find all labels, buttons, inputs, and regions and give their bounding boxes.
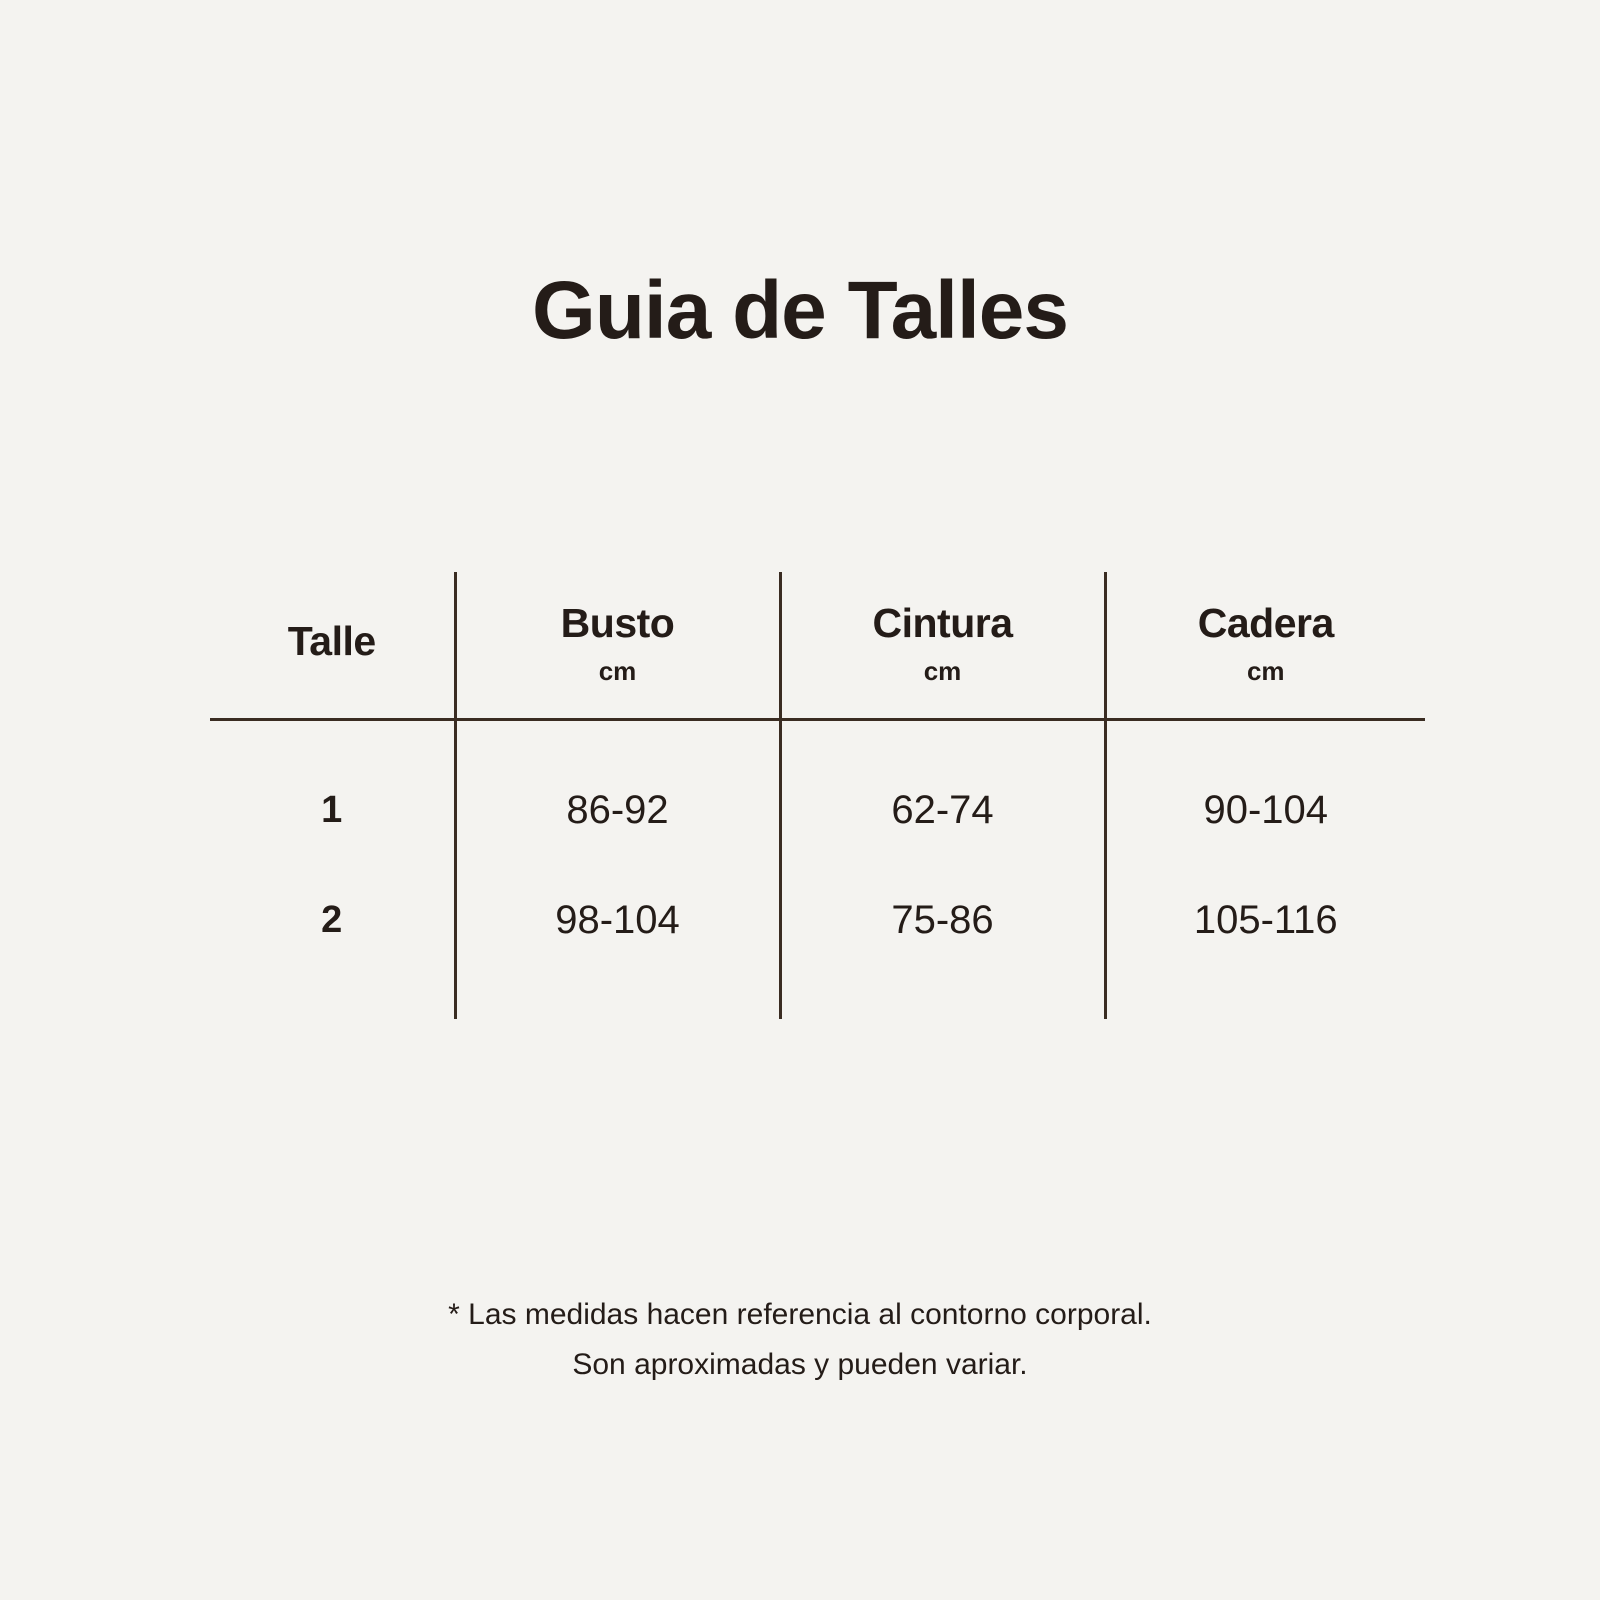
column-header-cintura [780, 572, 1105, 720]
column-header-cintura-unit: cm [923, 655, 962, 686]
size-table-container [210, 572, 1425, 1019]
column-header-busto [455, 572, 780, 720]
column-header-cadera [1105, 572, 1425, 720]
cell-talle: 2 [321, 898, 343, 941]
size-table-body [210, 720, 1425, 1020]
table-header-row [210, 572, 1425, 720]
table-row [210, 720, 1425, 866]
column-header-busto-unit: cm [598, 655, 637, 686]
size-table-header [210, 572, 1425, 720]
cell-cintura: 75-86 [780, 865, 1105, 1019]
cell-talle: 1 [321, 788, 343, 831]
cell-busto: 98-104 [455, 865, 780, 1019]
size-table [210, 572, 1425, 1019]
cell-cadera: 105-116 [1105, 865, 1425, 1019]
column-header-cadera-label: Cadera [1197, 600, 1334, 647]
cell-cadera: 90-104 [1105, 720, 1425, 866]
footnote [0, 1290, 1600, 1389]
cell-busto: 86-92 [455, 720, 780, 866]
column-header-talle [210, 572, 455, 720]
table-row [210, 865, 1425, 1019]
column-header-talle-label: Talle [287, 618, 376, 665]
column-header-cadera-unit: cm [1246, 655, 1285, 686]
cell-cintura: 62-74 [780, 720, 1105, 866]
footnote-line-1: * Las medidas hacen referencia al contorno corporal. [448, 1298, 1152, 1331]
column-header-busto-label: Busto [560, 600, 675, 647]
page-title: Guia de Talles [532, 265, 1068, 356]
footnote-line-2: Son aproximadas y pueden variar. [572, 1347, 1028, 1381]
column-header-cintura-label: Cintura [872, 600, 1013, 647]
